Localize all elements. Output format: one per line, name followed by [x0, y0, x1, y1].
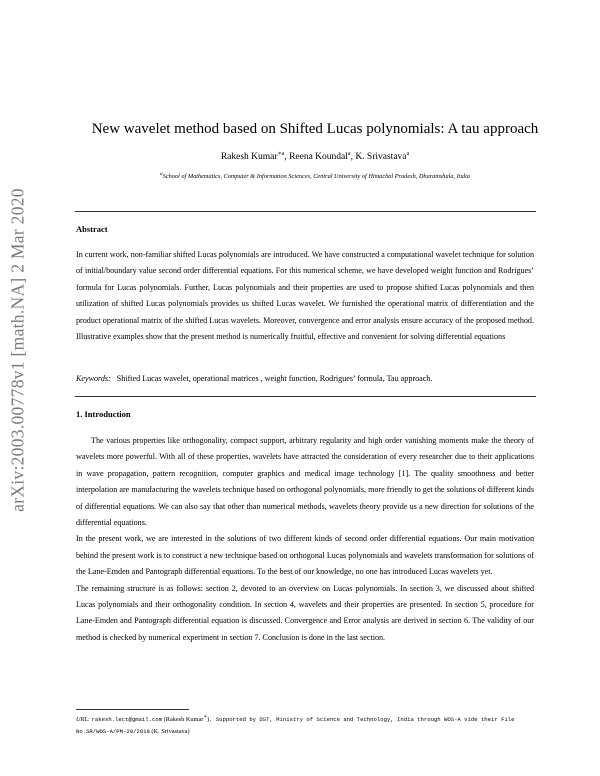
section-heading-introduction: 1. Introduction [76, 409, 131, 419]
footnote-email[interactable]: rakesh.lect@gmail.com [91, 716, 163, 724]
author-superscript: a [406, 151, 410, 157]
footnote [76, 712, 534, 737]
author-superscript: ∗a [277, 151, 285, 157]
footnote-superscript: ∗ [203, 714, 207, 720]
footnote-label: URL: [76, 716, 90, 724]
introduction-paragraph: The various properties like orthogonality, compact support, arbitrary regularity and high order vanishing moments make the theory of wavelets more powerful. With all of these properties, wavelets have attracted the consideration of every researcher due to their applications in wave propagation, pattern recognition, computer graphics and medical image technology [1]. The quality smoothness and better interpolation are manufacturing the wavelets technique based on orthogonal polynomials, more friendly to get the solutions of different kinds of differential equations. We can also say that other than numerical methods, wavelets theory provide us a new direction for solutions of the differential equations. [76, 436, 534, 528]
footnote-close: ) [206, 716, 210, 724]
keywords-label: Keywords: [76, 374, 111, 383]
footnote-rule [76, 709, 189, 710]
author-name: Rakesh Kumar [220, 152, 278, 163]
abstract-bottom-rule [75, 396, 536, 397]
paper-title: New wavelet method based on Shifted Lucas polynomials: A tau approach [91, 121, 539, 137]
footnote-credit: (K. Srivastava) [149, 727, 190, 735]
affiliation-text: School of Mathematics, Computer & Information Sciences, Central University of Himachal Pradesh, Dharamshala, India [162, 173, 470, 181]
introduction-body [76, 433, 534, 646]
keywords-text: Shifted Lucas wavelet, operational matrices , weight function, Rodrigues’ formula, Tau approach. [116, 374, 433, 383]
affiliation-superscript: a [160, 171, 163, 177]
abstract-top-rule [75, 211, 536, 212]
abstract-text: In current work, non-familiar shifted Lucas polynomials are introduced. We have constructed a computational wavelet technique for solution of initial/boundary value second order differential equations. For this numerical scheme, we have developed weight function and Rodrigues’ formula for Lucas polynomials. Further, Lucas polynomials and their properties are used to propose shifted Lucas polynomials and then utilization of shifted Lucas polynomials provides us shifted Lucas wavelet. We furnished the operational matrix of differentiation and the product operational matrix of the shifted Lucas wavelets. Moreover, convergence and error analysis ensure accuracy of the proposed method. Illustrative examples show that the present method is numerically fruitful, effective and convenient for solving differential equations [76, 250, 534, 342]
affiliation [40, 171, 590, 180]
keywords-line [76, 371, 534, 387]
introduction-paragraph: In the present work, we are interested in the solutions of two different kinds of second order differential equations. Our main motivation behind the present work is to construct a new technique based on orthogonal Lucas polynomials and wavelets transformation for solutions of the Lane-Emden and Pantograph differential equations. To the best of our knowledge, no one has introduced Lucas wavelets yet. [76, 534, 534, 577]
abstract-heading: Abstract [76, 224, 108, 234]
introduction-paragraph: The remaining structure is as follows: section 2, devoted to an overview on Lucas polynomials. In section 3, we discussed about shifted Lucas polynomials and their orthogonality condition. In section 4, wavelets and their properties are presented. In section 5, procedure for Lane-Emden and Pantograph differential equation is discussed. Convergence and Error analysis are derived in section 6. The validity of our method is checked by numerical experiment in section 7. Conclusion is done in the last section. [76, 583, 534, 642]
footnote-author: (Rakesh Kumar [162, 716, 204, 724]
author-list: Rakesh Kumar$^{∗a}$, Reena Koundal$^a$, K. Srivastava$^a$ [220, 151, 410, 163]
arxiv-identifier: arXiv:2003.00778v1 [math.NA] 2 Mar 2020 [7, 188, 28, 512]
author-name: Reena Koundal [289, 152, 348, 163]
author-superscript: a [347, 151, 351, 157]
footnote-funding: . Supported by DST, Ministry of Science and Technology, India through WOS-A vide their File No.SR/WOS-A/PM-20/2018 [76, 716, 515, 735]
author-name: K. Srivastava [355, 152, 407, 163]
arxiv-sidebar [6, 130, 30, 570]
